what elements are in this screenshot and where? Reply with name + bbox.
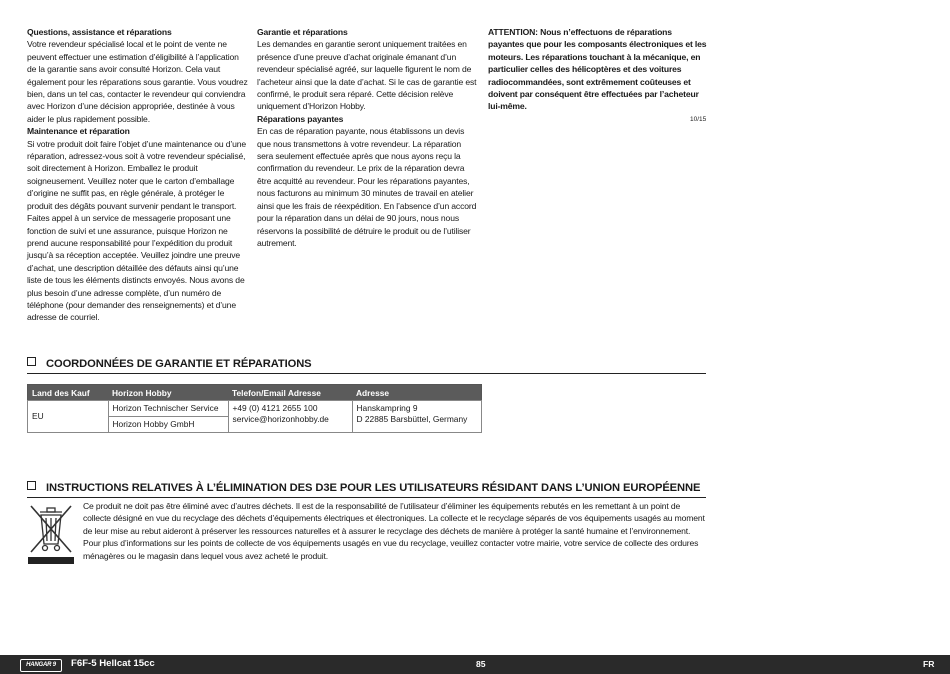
company-line: Horizon Hobby GmbH — [109, 416, 228, 432]
phone-number: +49 (0) 4121 2655 100 — [232, 403, 318, 413]
heading-questions: Questions, assistance et réparations — [27, 27, 172, 37]
checkbox-square-icon — [27, 357, 36, 366]
paragraph-questions: Votre revendeur spécialisé local et le point de vente ne peuvent effectuer une estimation d’éligibilité à l’application de la garantie sans avoir consulté Horizon. Cela vaut également pour les réparations sous garantie. Vous voudrez bien, dans un tel cas, contacter le revendeur qui conviendra avec Horizon d’une décision appropriée, destinée à vous aider le plus rapidement possible. — [27, 39, 248, 124]
paragraph-guarantee: Les demandes en garantie seront uniquement traitées en présence d’une preuve d’achat originale émanant d’un revendeur spécialisé agréé, sur laquelle figurent le nom de l’acheteur ainsi que la date d’achat. Si le cas de garantie est confirmé, le produit sera réparé. Cette décision relève uniquement d’Horizon Hobby. — [257, 39, 477, 112]
section-heading-contacts — [27, 357, 706, 374]
address-line: Hanskampring 9 — [356, 403, 418, 413]
weee-paragraph: Ce produit ne doit pas être éliminé avec d’autres déchets. Il est de la responsabilité de l’utilisateur d’éliminer les équipements rebutés en les remettant à un point de collecte désigné en vue du recyclage des déchets d’équipements électriques et électroniques. La collecte et le recyclage séparés de vos équipements usagés au moment de leur mise au rebut aideront à préserver les ressources naturelles et à assurer le recyclage des déchets de manière à protéger la santé humaine et l’environnement. Pour plus d’informations sur les points de collecte de vos équipements usagés en vue du recyclage, veuillez contacter votre mairie, votre service de collecte des ordures ménagères ou le magasin dans lequel vous avez acheté le produit. — [83, 501, 705, 561]
contact-cell — [228, 401, 352, 433]
section-heading-weee — [27, 481, 706, 498]
section-title: COORDONNÉES DE GARANTIE ET RÉPARATIONS — [46, 358, 312, 370]
company-cell — [108, 401, 228, 433]
paragraph-maintenance: Si votre produit doit faire l’objet d’une maintenance ou d’une réparation, adressez-vous soit à votre revendeur spécialisé, soit directement à Horizon. Emballez le produit soigneusement. Veuillez noter que le carton d’emballage d’origine ne suffit pas, en règle générale, à protéger le produit des dégâts pouvant survenir pendant le transport. Faites appel à un service de messagerie proposant une fonction de suivi et une assurance, puisque Horizon ne prend aucune responsabilité pour l’expédition du produit jusqu’à sa réception acceptée. Veuillez joindre une preuve d’achat, une description détaillée des défauts ainsi qu’une liste de tous les éléments distincts envoyés. Nous avons de plus besoin d’une adresse complète, d’un numéro de téléphone (pour demander des renseignements) et d’une adresse de courriel. — [27, 138, 247, 323]
column-right — [488, 26, 710, 113]
address-line: D 22885 Barsbüttel, Germany — [356, 414, 468, 425]
attention-notice: ATTENTION: Nous n’effectuons de réparations payantes que pour les composants électroniques et les moteurs. Les réparations touchant à la mécanique, en particulier celles des hélicoptères et des voitures radiocommandées, sont extrêmement coûteuses et doivent par conséquent être effectuées par l’acheteur lui-même. — [488, 27, 707, 112]
section-title: INSTRUCTIONS RELATIVES À L’ÉLIMINATION DES D3E POUR LES UTILISATEURS RÉSIDANT DANS L’UNION EUROPÉENNE — [46, 482, 701, 494]
country-cell: EU — [28, 401, 109, 433]
document-code: 10/15 — [690, 116, 707, 123]
column-left — [27, 26, 249, 324]
table-header-row — [28, 385, 482, 401]
table-row — [28, 401, 482, 433]
contact-table — [27, 384, 482, 433]
column-header: Horizon Hobby — [108, 385, 228, 401]
heading-paid-repairs: Réparations payantes — [257, 113, 344, 124]
column-middle — [257, 26, 479, 249]
column-header: Telefon/Email Adresse — [228, 385, 352, 401]
address-cell — [352, 401, 482, 433]
column-header: Land des Kauf — [28, 385, 109, 401]
page-number: 85 — [476, 659, 486, 669]
checkbox-square-icon — [27, 481, 36, 490]
language-code: FR — [923, 659, 935, 669]
footer-bar — [0, 655, 950, 674]
crossed-out-bin-icon — [27, 502, 75, 564]
email-address[interactable]: service@horizonhobby.de — [232, 414, 329, 425]
heading-guarantee: Garantie et réparations — [257, 27, 348, 37]
brand-logo: HANGAR 9 — [20, 659, 62, 672]
company-line: Horizon Technischer Service — [112, 403, 219, 413]
column-header: Adresse — [352, 385, 482, 401]
heading-maintenance: Maintenance et réparation — [27, 126, 130, 137]
paragraph-paid-repairs: En cas de réparation payante, nous établissons un devis que nous transmettons à votre revendeur. La réparation sera seulement effectuée après que nous ayons reçu la confirmation du revendeur. Le prix de la réparation devra être acquitté au revendeur. Pour les réparations payantes, nous facturons au minimum 30 minutes de travail en atelier ainsi que les frais de réexpédition. En l’absence d’un accord pour la réparation dans un délai de 90 jours, nous nous réservons la possibilité de détruire le produit ou de l’utiliser autrement. — [257, 126, 477, 248]
product-name: F6F-5 Hellcat 15cc — [71, 658, 155, 669]
